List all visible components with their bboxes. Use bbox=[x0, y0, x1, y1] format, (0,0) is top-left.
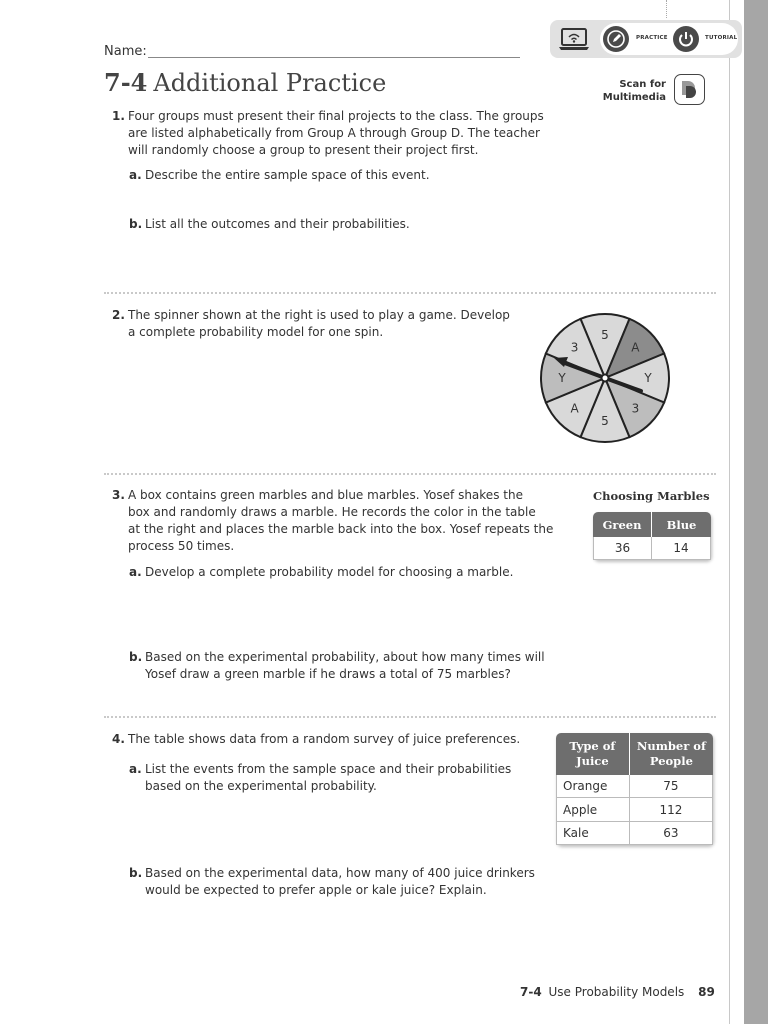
part-label: a. bbox=[129, 168, 142, 182]
header-line: People bbox=[649, 754, 693, 768]
page-footer bbox=[520, 985, 715, 999]
top-dotted-guide bbox=[666, 0, 667, 18]
part-text: Develop a complete probability model for choosing a marble. bbox=[145, 565, 514, 579]
table-cell: Kale bbox=[556, 822, 630, 845]
table-cell: Orange bbox=[556, 775, 630, 798]
table-header: Green bbox=[593, 512, 652, 537]
spinner-label: 5 bbox=[601, 414, 609, 428]
part-text-line: Based on the experimental data, how many of 400 juice drinkers bbox=[145, 866, 535, 880]
question-1 bbox=[112, 108, 552, 159]
page-edge-band bbox=[744, 0, 768, 1024]
question-text-line: a complete probability model for one spin. bbox=[128, 325, 384, 339]
section-divider bbox=[104, 716, 716, 718]
name-label: Name: bbox=[104, 44, 147, 59]
question-1a bbox=[129, 167, 430, 184]
practice-label[interactable]: PRACTICE bbox=[636, 35, 668, 41]
table-cell: 112 bbox=[630, 798, 713, 822]
tutorial-power-icon[interactable] bbox=[673, 26, 699, 52]
question-text-line: at the right and places the marble back into the box. Yosef repeats the bbox=[128, 522, 554, 536]
lesson-title: Additional Practice bbox=[153, 69, 387, 97]
table-cell: 14 bbox=[652, 537, 711, 560]
table-cell: 36 bbox=[593, 537, 652, 560]
spinner-label: 3 bbox=[570, 340, 579, 355]
page-number: 89 bbox=[698, 985, 715, 999]
spinner-label: 3 bbox=[631, 401, 640, 416]
table-cell: Apple bbox=[556, 798, 630, 822]
question-3a bbox=[129, 564, 513, 581]
part-text-line: List the events from the sample space and their probabilities bbox=[145, 762, 512, 776]
question-text-line: process 50 times. bbox=[128, 539, 235, 553]
section-divider bbox=[104, 473, 716, 475]
part-text-line: based on the experimental probability. bbox=[145, 779, 377, 793]
marbles-table bbox=[593, 512, 711, 560]
spinner-pivot bbox=[602, 375, 609, 382]
question-text-line: are listed alphabetically from Group A through Group D. The teacher bbox=[128, 126, 540, 140]
digital-toolbar bbox=[550, 20, 742, 58]
question-number: 2. bbox=[112, 308, 125, 322]
question-2 bbox=[112, 307, 532, 341]
tutorial-label[interactable]: TUTORIAL bbox=[705, 35, 738, 41]
part-text: List all the outcomes and their probabilities. bbox=[145, 217, 410, 231]
marbles-table-caption: Choosing Marbles bbox=[593, 489, 710, 503]
table-cell: 75 bbox=[630, 775, 713, 798]
scan-line-1: Scan for bbox=[619, 79, 666, 90]
question-3b bbox=[129, 649, 545, 683]
part-text-line: Based on the experimental probability, about how many times will bbox=[145, 650, 545, 664]
table-header: Blue bbox=[652, 512, 711, 537]
question-text-line: The spinner shown at the right is used to play a game. Develop bbox=[128, 308, 510, 322]
question-text-line: The table shows data from a random survey of juice preferences. bbox=[128, 732, 521, 746]
question-text-line: box and randomly draws a marble. He records the color in the table bbox=[128, 505, 536, 519]
page-edge-rule bbox=[729, 0, 730, 1024]
footer-title: Use Probability Models bbox=[548, 985, 685, 999]
header-line: Juice bbox=[576, 754, 609, 768]
part-label: b. bbox=[129, 650, 143, 664]
question-text-line: A box contains green marbles and blue marbles. Yosef shakes the bbox=[128, 488, 523, 502]
scan-line-2: Multimedia bbox=[602, 92, 666, 103]
scan-multimedia-icon[interactable] bbox=[674, 74, 705, 105]
question-text-line: will randomly choose a group to present their project first. bbox=[128, 143, 479, 157]
page-title bbox=[104, 68, 386, 97]
part-text-line: Yosef draw a green marble if he draws a total of 75 marbles? bbox=[145, 667, 511, 681]
spinner-label: 5 bbox=[601, 328, 609, 342]
table-row bbox=[556, 798, 713, 822]
table-header bbox=[630, 733, 713, 775]
spinner-label: Y bbox=[644, 371, 652, 385]
table-cell: 63 bbox=[630, 822, 713, 845]
toolbar-pill bbox=[600, 23, 738, 55]
question-number: 4. bbox=[112, 732, 125, 746]
spinner-label: Y bbox=[558, 371, 566, 385]
table-header bbox=[556, 733, 630, 775]
scan-for-multimedia bbox=[600, 78, 666, 104]
practice-pencil-icon[interactable] bbox=[603, 26, 629, 52]
part-label: a. bbox=[129, 762, 142, 776]
question-3 bbox=[112, 487, 572, 555]
part-label: b. bbox=[129, 866, 143, 880]
laptop-wifi-icon[interactable] bbox=[558, 27, 590, 51]
section-divider bbox=[104, 292, 716, 294]
part-text-line: would be expected to prefer apple or kale juice? Explain. bbox=[145, 883, 487, 897]
part-label: a. bbox=[129, 565, 142, 579]
question-4 bbox=[112, 731, 542, 748]
question-4b bbox=[129, 865, 535, 899]
table-row bbox=[556, 775, 713, 798]
spinner-label: A bbox=[631, 340, 640, 355]
name-write-line bbox=[148, 57, 520, 58]
part-label: b. bbox=[129, 217, 143, 231]
question-number: 1. bbox=[112, 109, 125, 123]
header-line: Number of bbox=[636, 739, 706, 753]
juice-table bbox=[556, 733, 713, 845]
lesson-number: 7-4 bbox=[104, 68, 148, 97]
footer-lesson: 7-4 bbox=[520, 985, 542, 999]
spinner-diagram bbox=[538, 311, 672, 445]
question-1b bbox=[129, 216, 410, 233]
header-line: Type of bbox=[569, 739, 616, 753]
question-text-line: Four groups must present their final projects to the class. The groups bbox=[128, 109, 544, 123]
question-4a bbox=[129, 761, 511, 795]
question-number: 3. bbox=[112, 488, 125, 502]
table-row bbox=[556, 822, 713, 845]
part-text: Describe the entire sample space of this event. bbox=[145, 168, 430, 182]
spinner-label: A bbox=[570, 401, 579, 416]
